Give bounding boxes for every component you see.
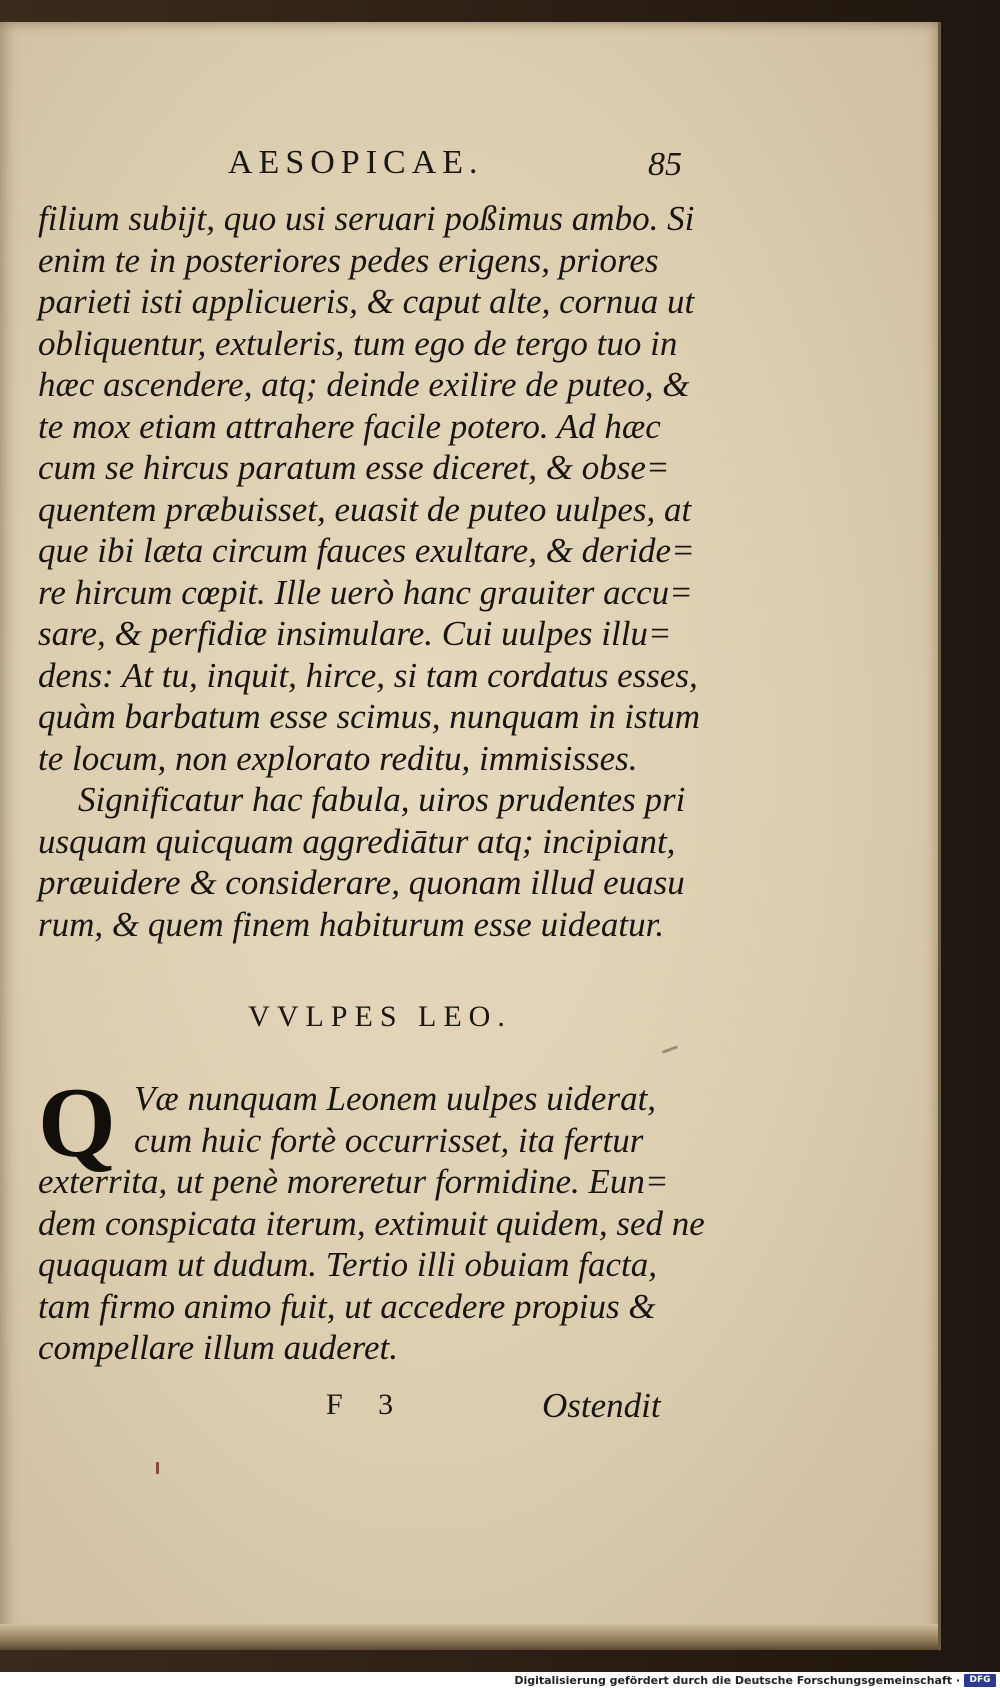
page-bottom-edge bbox=[0, 1624, 938, 1650]
text-line: quentem præbuisset, euasit de puteo uulpes, at bbox=[38, 489, 692, 529]
initial-indented-lines bbox=[38, 1078, 688, 1161]
ink-speck bbox=[662, 1045, 678, 1053]
text-line: Væ nunquam Leonem uulpes uiderat, bbox=[134, 1079, 657, 1118]
text-line: quaquam ut dudum. Tertio illi obuiam facta, bbox=[38, 1245, 658, 1284]
text-line: enim te in posteriores pedes erigens, priores bbox=[38, 240, 659, 280]
text-line: obliquentur, extuleris, tum ego de tergo tuo in bbox=[38, 323, 678, 363]
running-head bbox=[0, 138, 938, 188]
text-line: hæc ascendere, atq; deinde exilire de puteo, & bbox=[38, 365, 690, 404]
ink-speck bbox=[156, 1462, 159, 1474]
page-number: 85 bbox=[648, 146, 682, 183]
footer-bar bbox=[0, 1672, 1000, 1690]
text-line: dem conspicata iterum, extimuit quidem, sed ne bbox=[38, 1203, 705, 1243]
dfg-logo-icon: DFG bbox=[964, 1674, 996, 1687]
catchword: Ostendit bbox=[542, 1386, 661, 1425]
fable-title: VVLPES LEO. bbox=[248, 1000, 512, 1033]
text-line: filium subijt, quo usi seruari poßimus ambo. Si bbox=[38, 199, 695, 238]
text-line: que ibi læta circum fauces exultare, & deride= bbox=[38, 531, 695, 570]
book-page bbox=[0, 22, 941, 1650]
moral-line: usquam quicquam aggrediātur atq; incipiant, bbox=[38, 821, 676, 861]
text-line: compellare illum auderet. bbox=[38, 1328, 398, 1367]
funding-credit: Digitalisierung gefördert durch die Deutsche Forschungsgemeinschaft · bbox=[514, 1674, 960, 1687]
text-line: exterrita, ut penè moreretur formidine. Eun= bbox=[38, 1162, 669, 1201]
text-line: sare, & perfidiæ insimulare. Cui uulpes illu= bbox=[38, 614, 672, 653]
text-line: quàm barbatum esse scimus, nunquam in istum bbox=[38, 697, 701, 736]
text-line: parieti isti applicueris, & caput alte, cornua ut bbox=[38, 282, 695, 321]
running-title: AESOPICAE. bbox=[228, 144, 484, 181]
decorated-initial: Q bbox=[38, 1067, 116, 1178]
text-line: dens: At tu, inquit, hirce, si tam cordatus esses, bbox=[38, 655, 698, 695]
text-line: cum huic fortè occurrisset, ita fertur bbox=[134, 1120, 644, 1160]
text-line: cum se hircus paratum esse diceret, & obse= bbox=[38, 448, 670, 487]
signature-line bbox=[0, 1382, 938, 1432]
text-line: re hircum cœpit. Ille uerò hanc grauiter accu= bbox=[38, 572, 693, 612]
moral-line: Significatur hac fabula, uiros prudentes pri bbox=[78, 780, 686, 819]
signature-mark: F 3 bbox=[326, 1388, 408, 1421]
text-line: te mox etiam attrahere facile potero. Ad hæc bbox=[38, 406, 661, 446]
text-line: tam firmo animo fuit, ut accedere propius & bbox=[38, 1286, 656, 1326]
moral-line: rum, & quem finem habiturum esse uideatur. bbox=[38, 904, 665, 944]
fable-text bbox=[38, 1067, 705, 1369]
text-line: te locum, non explorato reditu, immisisses. bbox=[38, 738, 638, 778]
moral-line: præuidere & considerare, quonam illud euasu bbox=[38, 863, 685, 902]
body-text bbox=[38, 198, 701, 945]
